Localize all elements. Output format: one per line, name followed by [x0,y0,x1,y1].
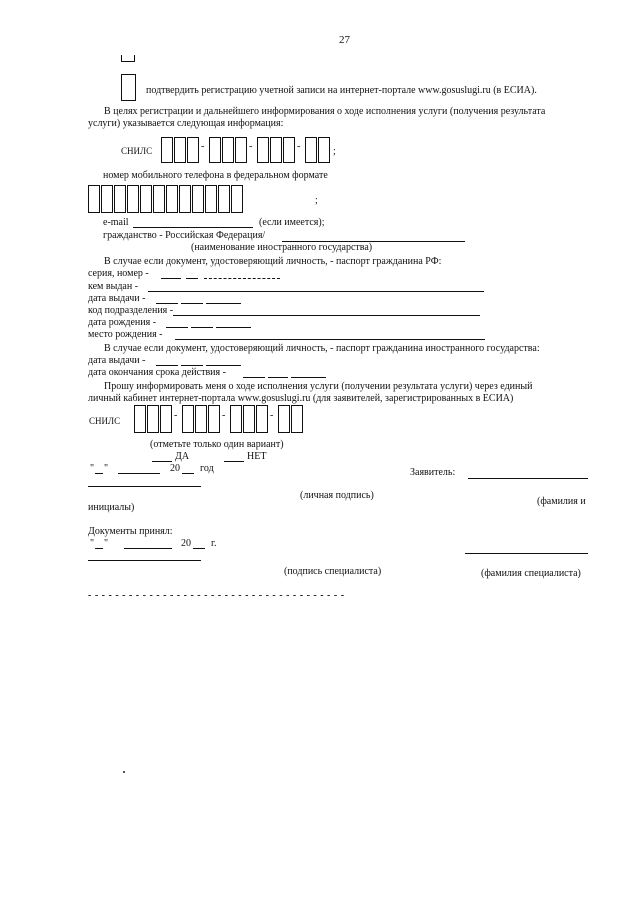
phone-digit-box[interactable] [114,185,126,213]
specialist-surname-line[interactable] [465,553,588,554]
intro-text-line2: услуги) указывается следующая информация: [88,118,284,129]
yes-input[interactable] [152,461,172,462]
scan-speck [123,771,125,773]
series-input-2[interactable] [186,278,198,279]
snils2-digit-box[interactable] [278,405,290,433]
email-suffix: (если имеется); [259,217,325,228]
snils-digit-box[interactable] [235,137,247,163]
citizenship-label: гражданство - Российская Федерация/ [103,230,266,241]
snils-dash: - [201,141,205,152]
expiry-date-day[interactable] [243,377,265,378]
snils-digit-box[interactable] [209,137,221,163]
snils-dash: - [249,141,253,152]
foreign-issue-date-year[interactable] [206,365,241,366]
dept-code-label: код подразделения - [88,305,174,316]
phone-digit-box[interactable] [101,185,113,213]
expiry-date-month[interactable] [268,377,288,378]
birth-place-label: место рождения - [88,329,163,340]
docs-year-prefix: 20 [181,538,191,549]
issue-date-month[interactable] [181,303,203,304]
phone-semicolon: ; [315,195,318,206]
snils-digit-box[interactable] [283,137,295,163]
surname-initials-caption2: инициалы) [88,502,135,513]
applicant-date-day[interactable] [95,473,103,474]
snils2-digit-box[interactable] [195,405,207,433]
snils2-digit-box[interactable] [230,405,242,433]
snils2-digit-box[interactable] [256,405,268,433]
snils2-dash: - [174,410,178,421]
applicant-surname-input[interactable] [468,478,588,479]
snils-digit-box[interactable] [318,137,330,163]
snils2-digit-box[interactable] [208,405,220,433]
number-input[interactable] [204,278,280,279]
birth-date-month[interactable] [191,327,213,328]
snils2-digit-box[interactable] [134,405,146,433]
foreign-issue-date-label: дата выдачи - [88,355,146,366]
snils-label: СНИЛС [121,146,153,156]
no-label: НЕТ [247,451,267,462]
docs-date-day[interactable] [95,548,103,549]
snils2-dash: - [222,410,226,421]
dept-code-input[interactable] [173,315,480,316]
confirm-registration-checkbox[interactable] [121,74,136,101]
docs-year-letter: г. [211,538,217,549]
confirm-registration-label: подтвердить регистрацию учетной записи на интернет-портале www.gosuslugi.ru (в ЕСИА). [146,85,537,96]
phone-digit-box[interactable] [205,185,217,213]
page-number: 27 [339,34,350,46]
phone-digit-box[interactable] [166,185,178,213]
phone-digit-box[interactable] [153,185,165,213]
applicant-date-month[interactable] [118,473,160,474]
foreign-issue-date-month[interactable] [181,365,203,366]
request-line2: личный кабинет интернет-портала www.gosuslugi.ru (для заявителей, зарегистрированных в ЕСИА) [88,393,514,404]
date-quote-open: " [90,463,95,474]
checkbox-partial[interactable] [121,55,135,62]
snils-digit-box[interactable] [257,137,269,163]
no-input[interactable] [224,461,244,462]
docs-date-month[interactable] [124,548,172,549]
foreign-issue-date-day[interactable] [156,365,178,366]
snils-digit-box[interactable] [222,137,234,163]
docs-date-year[interactable] [193,548,205,549]
phone-digit-box[interactable] [218,185,230,213]
snils2-digit-box[interactable] [291,405,303,433]
applicant-signature-line[interactable] [88,486,201,487]
issue-date-year[interactable] [206,303,241,304]
snils2-digit-box[interactable] [243,405,255,433]
cut-line: - - - - - - - - - - - - - - - - - - - - - - - - - - - - - - - - - - - - - - [88,590,345,601]
phone-digit-box[interactable] [127,185,139,213]
email-label: e-mail [103,217,129,228]
snils2-digit-box[interactable] [147,405,159,433]
email-input[interactable] [133,227,253,228]
expiry-date-year[interactable] [291,377,326,378]
snils-semicolon: ; [333,146,336,157]
snils-digit-box[interactable] [174,137,186,163]
specialist-surname-caption: (фамилия специалиста) [481,568,581,579]
series-label: серия, номер - [88,268,149,279]
snils2-dash: - [270,410,274,421]
snils2-digit-box[interactable] [182,405,194,433]
snils2-label: СНИЛС [89,416,121,426]
request-line1: Прошу информировать меня о ходе исполнения услуги (получении результата услуги) через единый [104,381,533,392]
docs-quote-close: " [104,538,109,549]
series-input[interactable] [161,278,181,279]
snils-dash: - [297,141,301,152]
one-option-note: (отметьте только один вариант) [150,439,284,450]
snils-digit-box[interactable] [187,137,199,163]
surname-initials-caption1: (фамилия и [537,496,586,507]
phone-digit-box[interactable] [179,185,191,213]
docs-accepted-label: Документы принял: [88,526,173,537]
phone-digit-box[interactable] [192,185,204,213]
foreign-passport-heading: В случае если документ, удостоверяющий личность, - паспорт гражданина иностранного государства: [104,343,540,354]
phone-digit-box[interactable] [231,185,243,213]
applicant-label: Заявитель: [410,467,456,478]
snils-digit-box[interactable] [305,137,317,163]
phone-digit-box[interactable] [88,185,100,213]
intro-text-line1: В целях регистрации и дальнейшего информирования о ходе исполнения услуги (получения результата [104,106,546,117]
phone-label: номер мобильного телефона в федеральном формате [103,170,328,181]
year-word: год [200,463,214,474]
birth-date-label: дата рождения - [88,317,157,328]
snils2-digit-box[interactable] [160,405,172,433]
date-quote-close: " [104,463,109,474]
issue-date-label: дата выдачи - [88,293,146,304]
issued-by-input[interactable] [148,291,484,292]
snils-digit-box[interactable] [161,137,173,163]
foreign-state-caption: (наименование иностранного государства) [191,242,373,253]
docs-signature-line[interactable] [88,560,201,561]
issue-date-day[interactable] [156,303,178,304]
issued-by-label: кем выдан - [88,281,139,292]
specialist-signature-caption: (подпись специалиста) [284,566,382,577]
docs-quote-open: " [90,538,95,549]
expiry-date-label: дата окончания срока действия - [88,367,226,378]
yes-label: ДА [175,451,190,462]
birth-date-day[interactable] [166,327,188,328]
applicant-date-year[interactable] [182,473,194,474]
personal-signature-caption: (личная подпись) [300,490,374,501]
snils-digit-box[interactable] [270,137,282,163]
birth-date-year[interactable] [216,327,251,328]
birth-place-input[interactable] [175,339,485,340]
rf-passport-heading: В случае если документ, удостоверяющий личность, - паспорт гражданина РФ: [104,256,442,267]
phone-digit-box[interactable] [140,185,152,213]
year-prefix: 20 [170,463,180,474]
